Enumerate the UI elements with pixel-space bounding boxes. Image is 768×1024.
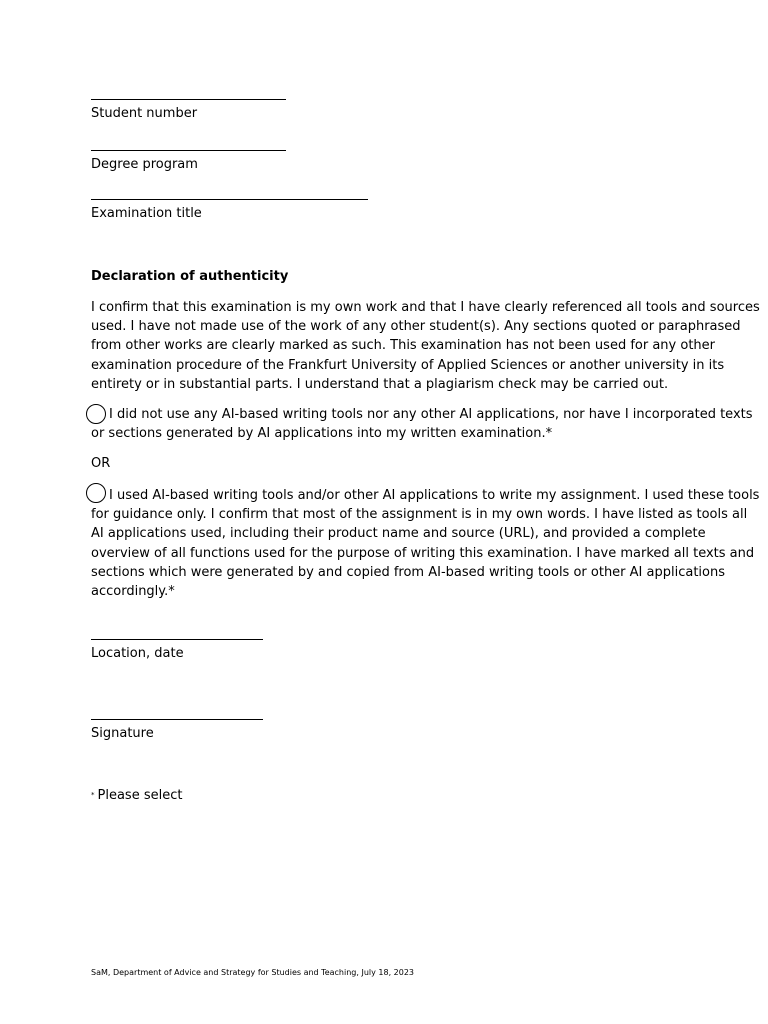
- location-date-label: Location, date: [91, 646, 184, 661]
- no-ai-option-text: I did not use any AI-based writing tools nor any other AI applications, nor have I incorporated texts or sections generated by AI applications into my written examination.*: [91, 407, 753, 442]
- student-number-line[interactable]: [91, 99, 286, 100]
- declaration-body: I confirm that this examination is my own work and that I have clearly referenced all tools and sources used. I have not made use of the work of any other student(s). Any sections quoted or paraphrased from other works are clearly marked as such. This examination has not been used for any other examination procedure of the Frankfurt University of Applied Sciences or another university in its entirety or in substantial parts. I understand that a plagiarism check may be carried out.: [91, 300, 760, 392]
- degree-program-line[interactable]: [91, 150, 286, 151]
- declaration-heading: Declaration of authenticity: [91, 269, 289, 284]
- footnote-text: Please select: [97, 788, 183, 803]
- examination-title-line[interactable]: [91, 199, 368, 200]
- degree-program-label: Degree program: [91, 157, 198, 172]
- location-date-field[interactable]: [91, 639, 263, 663]
- ai-used-option-text: I used AI-based writing tools and/or other AI applications to write my assignment. I used these tools for guidance only. I confirm that most of the assignment is in my own words. I have listed as tools all AI applications used, including their product name and source (URL), and provided a complete overview of all functions used for the purpose of writing this examination. I have marked all texts and sections which were generated by and copied from AI-based writing tools or other AI applications accordingly.*: [91, 488, 760, 600]
- or-label: OR: [91, 456, 111, 471]
- footnote: [91, 786, 182, 805]
- student-number-field[interactable]: [91, 99, 286, 123]
- student-number-label: Student number: [91, 106, 198, 121]
- examination-title-field[interactable]: [91, 199, 368, 223]
- page-footer: SaM, Department of Advice and Strategy for Studies and Teaching, July 18, 2023: [91, 968, 415, 977]
- signature-field[interactable]: [91, 719, 263, 743]
- degree-program-field[interactable]: [91, 150, 286, 174]
- footnote-marker: *: [91, 791, 95, 799]
- signature-line[interactable]: [91, 719, 263, 720]
- location-date-line[interactable]: [91, 639, 263, 640]
- signature-label: Signature: [91, 726, 154, 741]
- examination-title-label: Examination title: [91, 206, 202, 221]
